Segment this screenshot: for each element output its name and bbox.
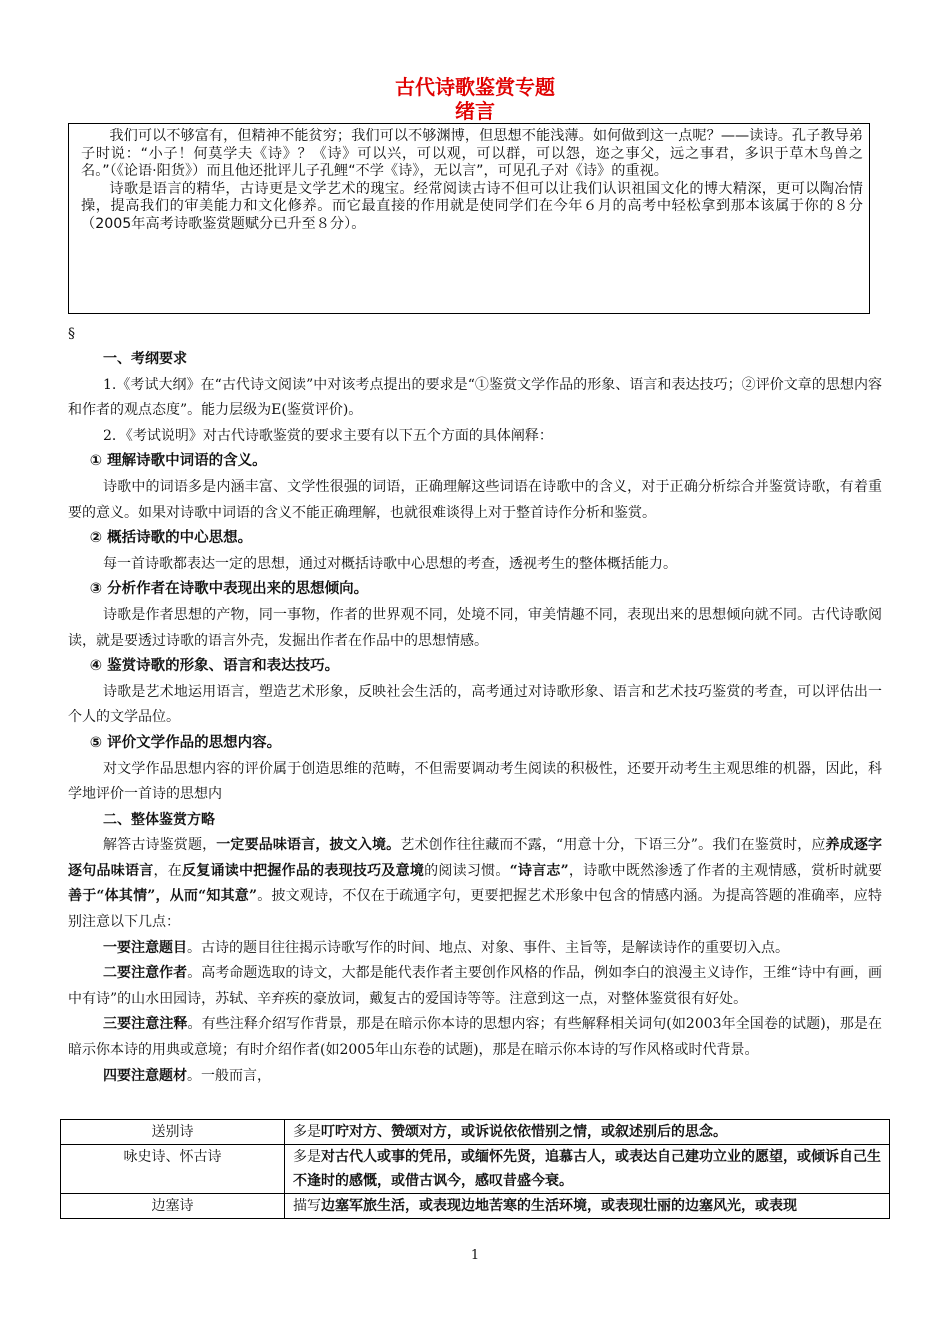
- document-subtitle: 绪言: [455, 99, 495, 123]
- page-number: 1: [470, 1248, 480, 1263]
- paragraph-outline: 1.《考试大纲》在“古代诗文阅读”中对该考点提出的要求是“①鉴赏文学作品的形象、语言和表达技巧；②评价文章的思想内容和作者的观点态度”。能力层级为E(鉴赏评价)。: [68, 376, 882, 419]
- requirement-5-heading: ⑤ 评价文学作品的思想内容。: [89, 734, 282, 751]
- genre-cell: 边塞诗: [61, 1194, 285, 1219]
- table-row: [61, 1145, 890, 1194]
- description-cell: 多是叮咛对方、赞颂对方，或诉说依依惜别之情，或叙述别后的思念。: [285, 1120, 890, 1145]
- requirement-1-text: 诗歌中的词语多是内涵丰富、文学性很强的词语，正确理解这些词语在诗歌中的含义，对于正确分析综合并鉴赏诗歌，有着重要的意义。如果对诗歌中词语的含义不能正确理解，也就很难谈得上对于整首诗作分析和鉴赏。: [68, 478, 882, 521]
- genre-table: [60, 1119, 890, 1219]
- intro-paragraph-2: 诗歌是语言的精华，古诗更是文学艺术的瑰宝。经常阅读古诗不但可以让我们认识祖国文化的博大精深，更可以陶冶情操，提高我们的审美能力和文化修养。而它最直接的作用就是使同学们在今年６月的高考中轻松拿到那本该属于你的８分（2005年高考诗歌鉴赏题赋分已升至８分）。: [81, 180, 863, 232]
- requirement-3-text: 诗歌是作者思想的产物，同一事物，作者的世界观不同，处境不同，审美情趣不同，表现出来的思想倾向就不同。古代诗歌阅读，就是要透过诗歌的语言外壳，发掘出作者在作品中的思想情感。: [68, 606, 882, 649]
- intro-paragraph-1: 我们可以不够富有，但精神不能贫穷；我们可以不够渊博，但思想不能浅薄。如何做到这一点呢？——读诗。孔子教导弟子时说：“小子！何莫学夫《诗》？《诗》可以兴，可以观，可以群，可以怨，迩之事父，远之事君，多识于草木鸟兽之名。”（《论语·阳货》）而且他还批评儿子孔鲤“不学《诗》，无以言”，可见孔子对《诗》的重视。: [81, 128, 863, 179]
- requirement-2-text: 每一首诗歌都表达一定的思想，通过对概括诗歌中心思想的考查，透视考生的整体概括能力。: [103, 555, 677, 572]
- genre-cell: 咏史诗、怀古诗: [61, 1145, 285, 1194]
- heading-strategy: 二、整体鉴赏方略: [103, 811, 215, 828]
- requirement-4-heading: ④ 鉴赏诗歌的形象、语言和表达技巧。: [89, 658, 340, 675]
- main-content: [68, 347, 882, 1089]
- heading-exam-requirements: 一、考纲要求: [103, 351, 187, 367]
- paragraph-strategy: 解答古诗鉴赏题，一定要品味语言，披文入境。艺术创作往往藏而不露，“用意十分，下语三分”。我们在鉴赏时，应养成逐字逐句品味语言，在反复诵读中把握作品的表现技巧及意境的阅读习惯。“诗言志”，诗歌中既然渗透了作者的主观情感，赏析时就要善于“体其情”，从而“知其意”。披文观诗，不仅在于疏通字句，更要把握艺术形象中包含的情感内涵。为提高答题的准确率，应特别注意以下几点：: [68, 837, 883, 931]
- requirement-3-heading: ③ 分析作者在诗歌中表现出来的思想倾向。: [89, 581, 369, 598]
- requirement-2-heading: ② 概括诗歌的中心思想。: [89, 530, 253, 547]
- table-row: [61, 1194, 890, 1219]
- note-author: 二要注意作者。高考命题选取的诗文，大都是能代表作者主要创作风格的作品，例如李白的浪漫主义诗作，王维“诗中有画，画中有诗”的山水田园诗，苏轼、辛弃疾的豪放词，戴复古的爱国诗等等。注意到这一点，对整体鉴赏很有好处。: [68, 965, 883, 1007]
- document-title: 古代诗歌鉴赏专题: [395, 75, 555, 99]
- requirement-4-text: 诗歌是艺术地运用语言，塑造艺术形象，反映社会生活的，高考通过对诗歌形象、语言和艺术技巧鉴赏的考查，可以评估出一个人的文学品位。: [68, 683, 882, 726]
- table-row: [61, 1120, 890, 1145]
- requirement-1-heading: ① 理解诗歌中词语的含义。: [89, 453, 267, 470]
- description-cell: 描写边塞军旅生活，或表现边地苦寒的生活环境，或表现壮丽的边塞风光，或表现: [285, 1194, 890, 1219]
- genre-cell: 送别诗: [61, 1120, 285, 1145]
- requirement-5-text: 对文学作品思想内容的评价属于创造思维的范畴，不但需要调动考生阅读的积极性，还要开动考生主观思维的机器，因此，科学地评价一首诗的思想内: [68, 760, 882, 803]
- note-title: 一要注意题目。古诗的题目往往揭示诗歌写作的时间、地点、对象、事件、主旨等，是解读诗作的重要切入点。: [103, 939, 789, 956]
- note-annotation: 三要注意注释。有些注释介绍写作背景，那是在暗示你本诗的思想内容；有些解释相关词句(如2003年全国卷的试题)，那是在暗示你本诗的用典或意境；有时介绍作者(如2005年山东卷的试题)，那是在暗示你本诗的写作风格或时代背景。: [68, 1016, 882, 1059]
- section-mark: §: [68, 326, 75, 342]
- note-subject: 四要注意题材。一般而言，: [103, 1067, 271, 1084]
- intro-box: [68, 123, 870, 314]
- paragraph-explanation: 2．《考试说明》对古代诗歌鉴赏的要求主要有以下五个方面的具体阐释：: [103, 427, 553, 444]
- description-cell: 多是对古代人或事的凭吊，或缅怀先贤，追慕古人，或表达自己建功立业的愿望，或倾诉自己生不逢时的感慨，或借古讽今，感叹昔盛今衰。: [285, 1145, 890, 1194]
